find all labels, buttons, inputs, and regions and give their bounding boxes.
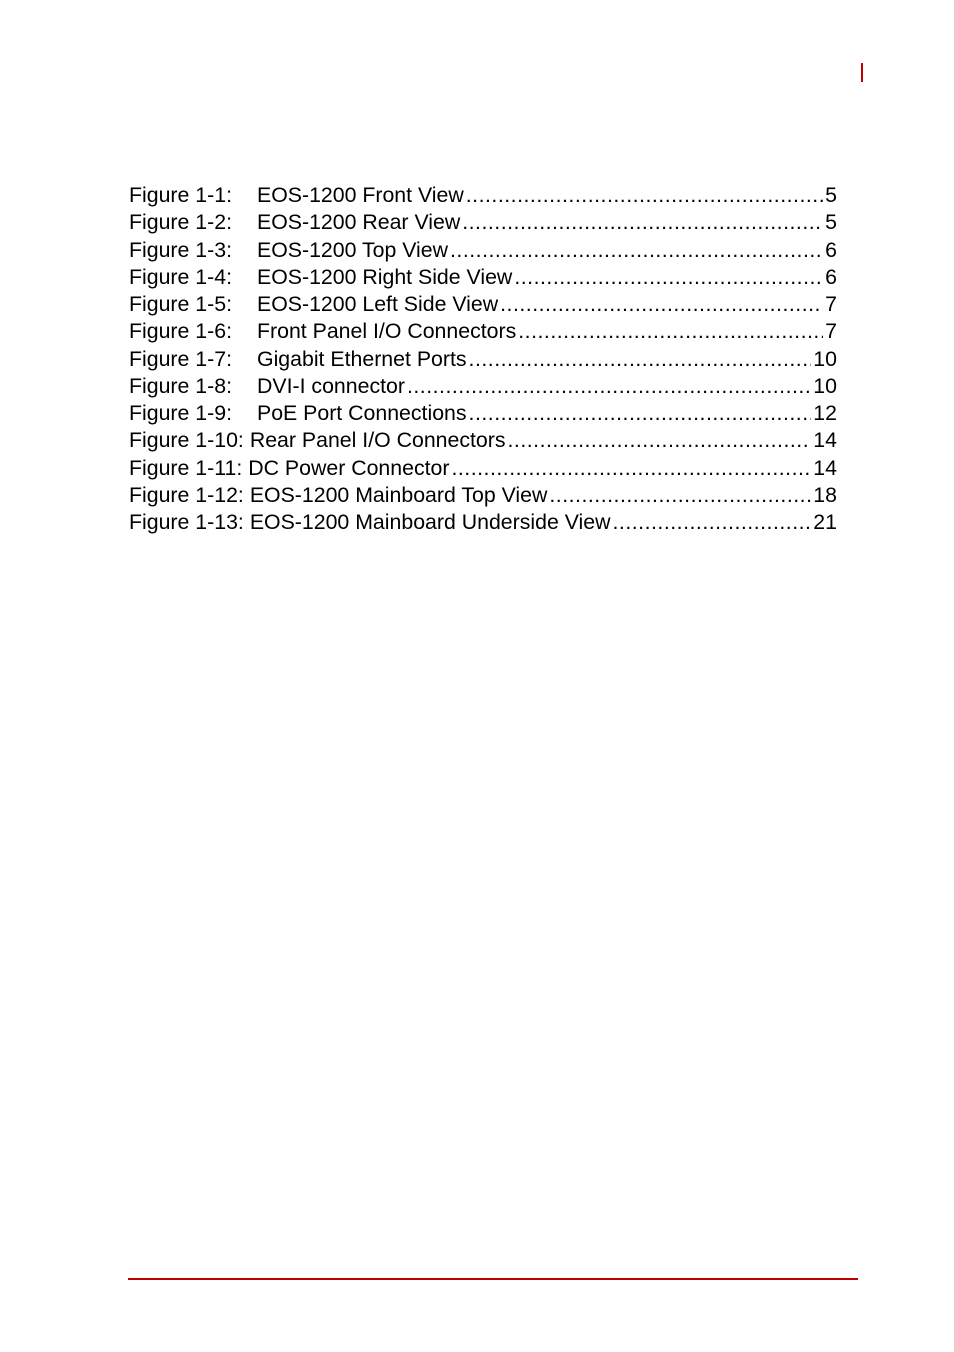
dot-leader: [508, 427, 812, 454]
figure-number: Figure 1-1:: [129, 183, 232, 207]
page-number: 6: [825, 237, 837, 262]
figure-number: Figure 1-5:: [129, 292, 232, 316]
figure-title: PoE Port Connections: [257, 401, 467, 425]
page-number: 10: [813, 373, 837, 398]
header-accent-mark: [861, 63, 863, 82]
page-number: 14: [813, 455, 837, 480]
dot-leader: [613, 509, 812, 536]
page-number: 5: [825, 210, 837, 235]
figure-title: Rear Panel I/O Connectors: [249, 428, 506, 453]
figure-title: EOS-1200 Mainboard Top View: [249, 482, 548, 507]
figure-number: Figure 1-11:: [129, 455, 243, 480]
dot-leader: [549, 482, 811, 509]
figure-title: DC Power Connector: [248, 455, 450, 480]
toc-entry[interactable]: [129, 209, 837, 236]
toc-entry[interactable]: [129, 400, 837, 427]
page-number: 6: [825, 264, 837, 289]
page-number: 18: [813, 482, 837, 507]
dot-leader: [450, 237, 823, 264]
toc-entry[interactable]: [129, 427, 837, 454]
dot-leader: [518, 318, 823, 345]
toc-entry[interactable]: [129, 237, 837, 264]
figure-title: EOS-1200 Left Side View: [257, 292, 499, 316]
page-number: 7: [825, 292, 837, 316]
toc-entry[interactable]: [129, 264, 837, 291]
figure-number: Figure 1-2:: [129, 210, 232, 235]
figure-title: Front Panel I/O Connectors: [257, 319, 517, 344]
toc-entry[interactable]: [129, 373, 837, 400]
list-of-figures: [129, 182, 837, 536]
dot-leader: [500, 291, 823, 318]
toc-entry[interactable]: [129, 182, 837, 209]
toc-entry[interactable]: [129, 455, 837, 482]
figure-number: Figure 1-8:: [129, 373, 232, 398]
page-number: 10: [813, 346, 837, 371]
page-number: 12: [813, 401, 837, 425]
dot-leader: [407, 373, 811, 400]
dot-leader: [469, 400, 812, 427]
figure-title: Gigabit Ethernet Ports: [257, 346, 467, 371]
dot-leader: [466, 182, 823, 209]
figure-number: Figure 1-12:: [129, 482, 244, 507]
toc-entry[interactable]: [129, 509, 837, 536]
dot-leader: [469, 346, 812, 373]
figure-title: EOS-1200 Top View: [257, 237, 449, 262]
toc-entry[interactable]: [129, 482, 837, 509]
figure-number: Figure 1-13:: [129, 510, 244, 534]
dot-leader: [514, 264, 823, 291]
figure-number: Figure 1-3:: [129, 237, 232, 262]
figure-number: Figure 1-4:: [129, 264, 232, 289]
figure-title: DVI-I connector: [257, 373, 405, 398]
page-number: 21: [813, 510, 837, 534]
page-number: 5: [825, 183, 837, 207]
figure-title: EOS-1200 Mainboard Underside View: [249, 510, 611, 534]
toc-entry[interactable]: [129, 346, 837, 373]
page-number: 14: [813, 428, 837, 453]
figure-title: EOS-1200 Front View: [257, 183, 464, 207]
footer-rule: [128, 1278, 858, 1280]
dot-leader: [451, 455, 811, 482]
page-number: 7: [825, 319, 837, 344]
toc-entry[interactable]: [129, 291, 837, 318]
figure-number: Figure 1-9:: [129, 401, 232, 425]
figure-number: Figure 1-6:: [129, 319, 232, 344]
toc-entry[interactable]: [129, 318, 837, 345]
figure-number: Figure 1-10:: [129, 428, 244, 453]
dot-leader: [462, 209, 823, 236]
figure-number: Figure 1-7:: [129, 346, 232, 371]
figure-title: EOS-1200 Right Side View: [257, 264, 513, 289]
figure-title: EOS-1200 Rear View: [257, 210, 461, 235]
